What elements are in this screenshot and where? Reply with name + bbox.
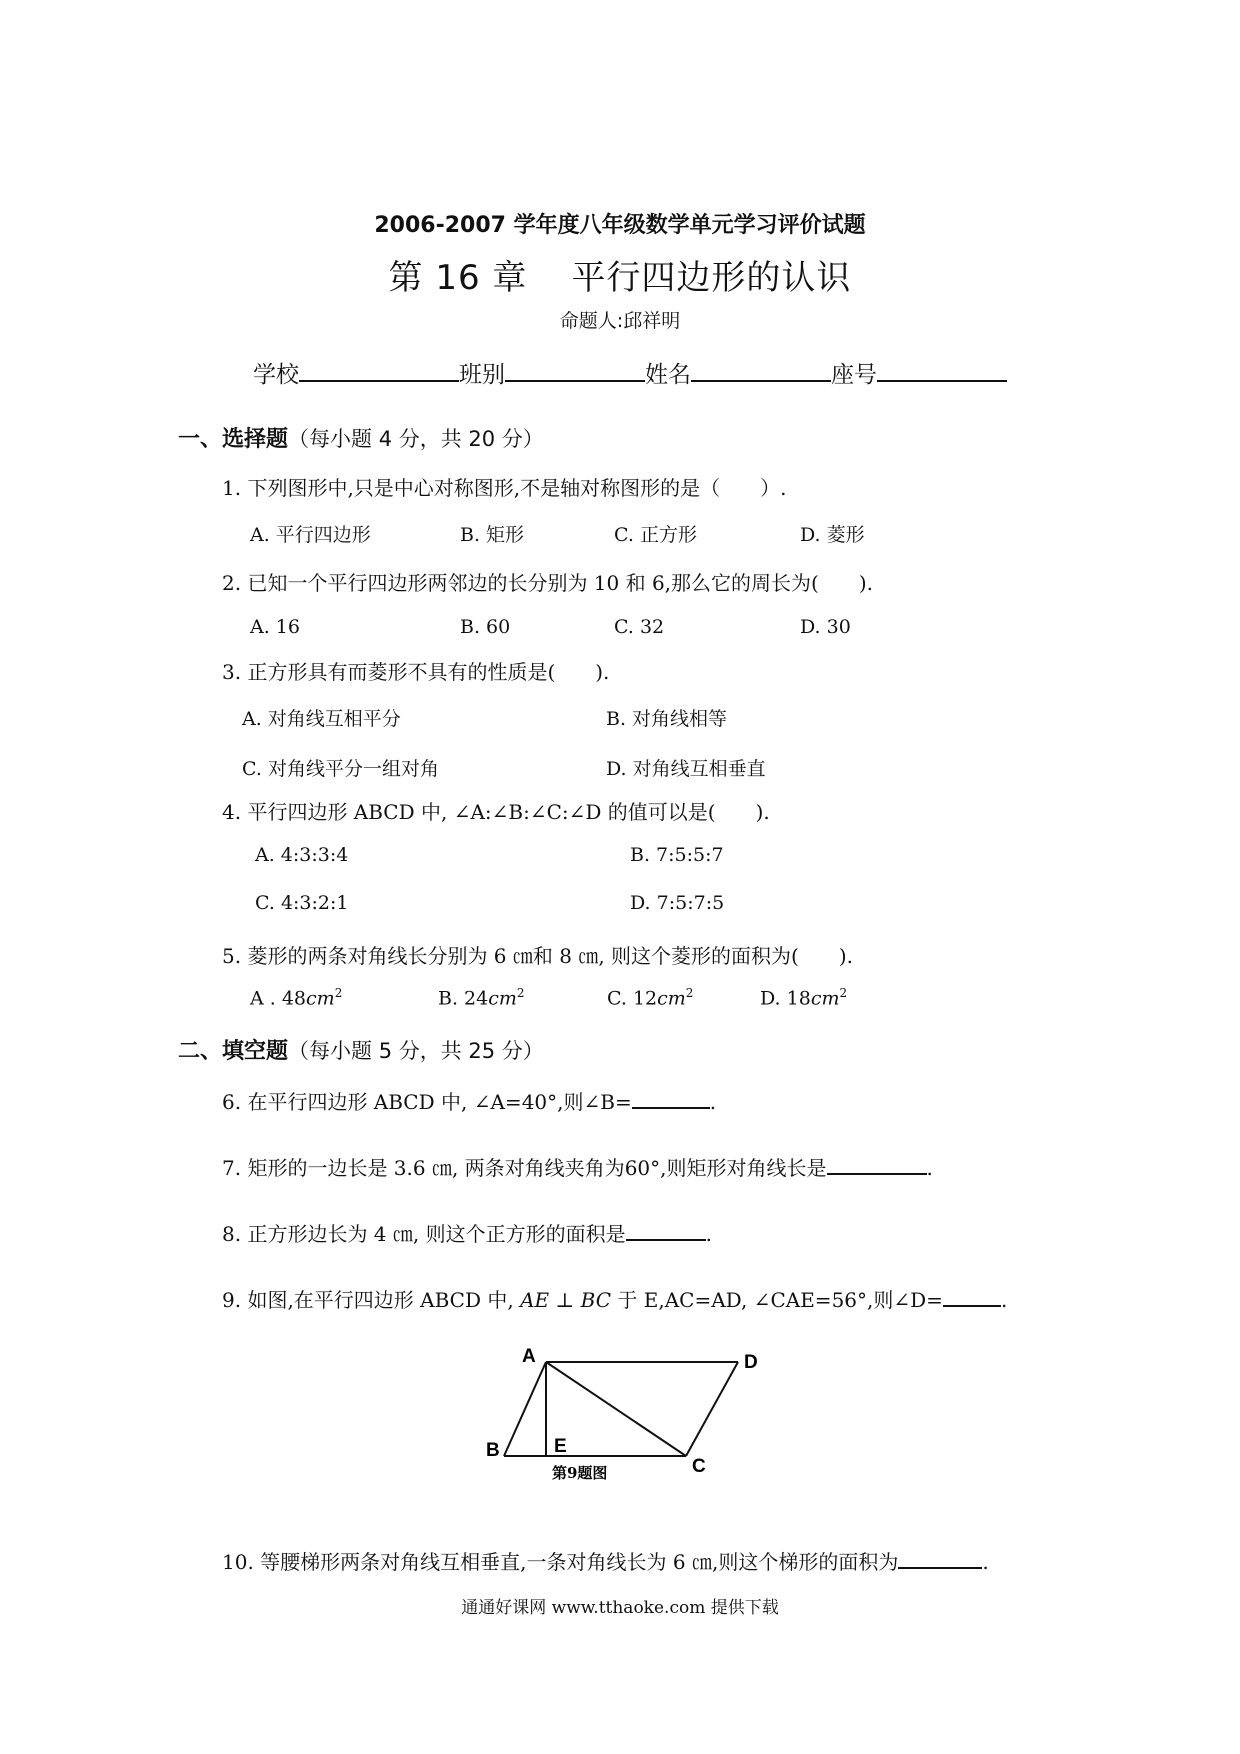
q7-end: . (926, 1156, 933, 1180)
q9-perp: ⊥ (549, 1288, 581, 1312)
q3-option-d: D. 对角线互相垂直 (606, 758, 766, 780)
q7-answer-blank[interactable] (827, 1155, 927, 1175)
q9-ae: AE (520, 1288, 550, 1312)
q5-option-a-value: A . 48 (250, 987, 307, 1010)
class-blank[interactable] (505, 358, 645, 382)
question-7 (222, 1152, 933, 1181)
q7-angle: 60° (624, 1156, 661, 1180)
q5-unit-exp-b: 2 (516, 986, 525, 1000)
q9-angle: 56° (831, 1288, 868, 1312)
author-line: 命题人:邱祥明 (559, 310, 681, 332)
q6-answer-blank[interactable] (632, 1089, 710, 1109)
q8-end: . (705, 1222, 712, 1246)
q4-option-a: A. 4:3:3:4 (255, 844, 349, 866)
q3-option-b: B. 对角线相等 (606, 708, 728, 730)
q2-option-d: D. 30 (800, 616, 851, 638)
info-label-class: 班别 (459, 362, 505, 388)
q1-option-a: A. 平行四边形 (250, 524, 371, 546)
q8-text: 8. 正方形边长为 4 ㎝, 则这个正方形的面积是 (222, 1222, 626, 1246)
question-3: 3. 正方形具有而菱形不具有的性质是( ). (222, 660, 610, 684)
label-e: E (554, 1436, 567, 1457)
q2-option-c: C. 32 (614, 616, 665, 638)
section-2-heading (178, 1034, 544, 1065)
label-d: D (744, 1352, 758, 1373)
chapter-name: 平行四边形的认识 (571, 258, 852, 298)
section-2-note: （每小题 5 分，共 25 分） (288, 1039, 544, 1063)
question-1: 1. 下列图形中,只是中心对称图形,不是轴对称图形的是（ ）. (222, 476, 787, 500)
q6-text-b: ,则∠B= (557, 1090, 632, 1114)
section-2-title: 二、填空题 (178, 1039, 289, 1064)
q3-option-a: A. 对角线互相平分 (242, 708, 401, 730)
page-footer: 通通好课网 www.tthaoke.com 提供下载 (461, 1598, 779, 1618)
q5-unit-c: cm (657, 987, 686, 1010)
q5-option-d-value: D. 18 (760, 987, 811, 1010)
q4-option-c: C. 4:3:2:1 (255, 892, 349, 914)
q7-text-b: ,则矩形对角线长是 (660, 1156, 827, 1180)
q5-unit-exp-d: 2 (839, 986, 848, 1000)
parallelogram-figure (480, 1338, 770, 1488)
q5-unit-exp-a: 2 (334, 986, 343, 1000)
school-blank[interactable] (299, 358, 459, 382)
q9-bc: BC (580, 1288, 612, 1312)
q6-angle: 40° (521, 1090, 558, 1114)
q5-option-c-value: C. 12 (607, 987, 658, 1010)
seat-blank[interactable] (877, 358, 1007, 382)
question-5: 5. 菱形的两条对角线长分别为 6 ㎝和 8 ㎝, 则这个菱形的面积为( ). (222, 944, 853, 968)
question-2: 2. 已知一个平行四边形两邻边的长分别为 10 和 6,那么它的周长为( ). (222, 571, 874, 595)
q9-answer-blank[interactable] (943, 1287, 1001, 1307)
question-9 (222, 1284, 1007, 1313)
side-cd (686, 1362, 738, 1456)
chapter-number: 第 16 章 (388, 258, 528, 298)
q9-text-c: ,则∠D= (867, 1288, 943, 1312)
q10-answer-blank[interactable] (898, 1549, 982, 1569)
q9-end: . (1000, 1288, 1008, 1312)
section-1-heading (178, 422, 544, 453)
section-1-title: 一、选择题 (178, 427, 289, 452)
q1-option-b: B. 矩形 (460, 524, 525, 546)
name-blank[interactable] (691, 358, 831, 382)
q5-unit-d: cm (810, 987, 840, 1010)
student-info-line (253, 356, 1007, 389)
q10-text: 10. 等腰梯形两条对角线互相垂直,一条对角线长为 6 ㎝,则这个梯形的面积为 (222, 1550, 899, 1574)
q2-option-a: A. 16 (250, 616, 300, 638)
q5-unit-exp-c: 2 (685, 986, 694, 1000)
q8-answer-blank[interactable] (626, 1221, 706, 1241)
section-1-note: （每小题 4 分，共 20 分） (288, 427, 544, 451)
q7-text-a: 7. 矩形的一边长是 3.6 ㎝, 两条对角线夹角为 (222, 1156, 625, 1180)
label-a: A (522, 1346, 536, 1367)
q4-option-b: B. 7:5:5:7 (630, 844, 724, 866)
q5-unit-b: cm (488, 987, 517, 1010)
q5-option-b (438, 986, 525, 1009)
q6-end: . (709, 1090, 717, 1114)
q5-option-d (760, 986, 847, 1009)
question-8 (222, 1218, 712, 1247)
q1-option-c: C. 正方形 (614, 524, 697, 546)
q5-option-c (607, 986, 693, 1009)
q5-option-b-value: B. 24 (438, 987, 489, 1010)
label-c: C (692, 1456, 706, 1477)
q9-text-b: 于 E,AC=AD, ∠CAE= (611, 1288, 832, 1312)
chapter-title (0, 250, 1240, 299)
q4-option-d: D. 7:5:7:5 (630, 892, 725, 914)
q6-text-a: 6. 在平行四边形 ABCD 中, ∠A= (222, 1090, 522, 1114)
question-4: 4. 平行四边形 ABCD 中, ∠A:∠B:∠C:∠D 的值可以是( ). (222, 800, 770, 824)
q5-unit-a: cm (306, 987, 335, 1010)
exam-title: 2006-2007 学年度八年级数学单元学习评价试题 (374, 213, 866, 238)
q9-text-a: 9. 如图,在平行四边形 ABCD 中, (222, 1288, 521, 1312)
q10-end: . (982, 1550, 989, 1574)
question-10 (222, 1546, 989, 1575)
info-label-name: 姓名 (645, 362, 691, 388)
info-label-school: 学校 (253, 362, 299, 388)
info-label-seat: 座号 (831, 362, 877, 388)
figure-caption: 第9题图 (552, 1464, 608, 1482)
q3-option-c: C. 对角线平分一组对角 (242, 758, 439, 780)
q2-option-b: B. 60 (460, 616, 511, 638)
side-ab (504, 1362, 546, 1456)
question-6 (222, 1086, 716, 1115)
diagonal-ac (546, 1362, 686, 1456)
label-b: B (486, 1440, 500, 1461)
q1-option-d: D. 菱形 (800, 524, 865, 546)
q5-option-a (250, 986, 342, 1009)
